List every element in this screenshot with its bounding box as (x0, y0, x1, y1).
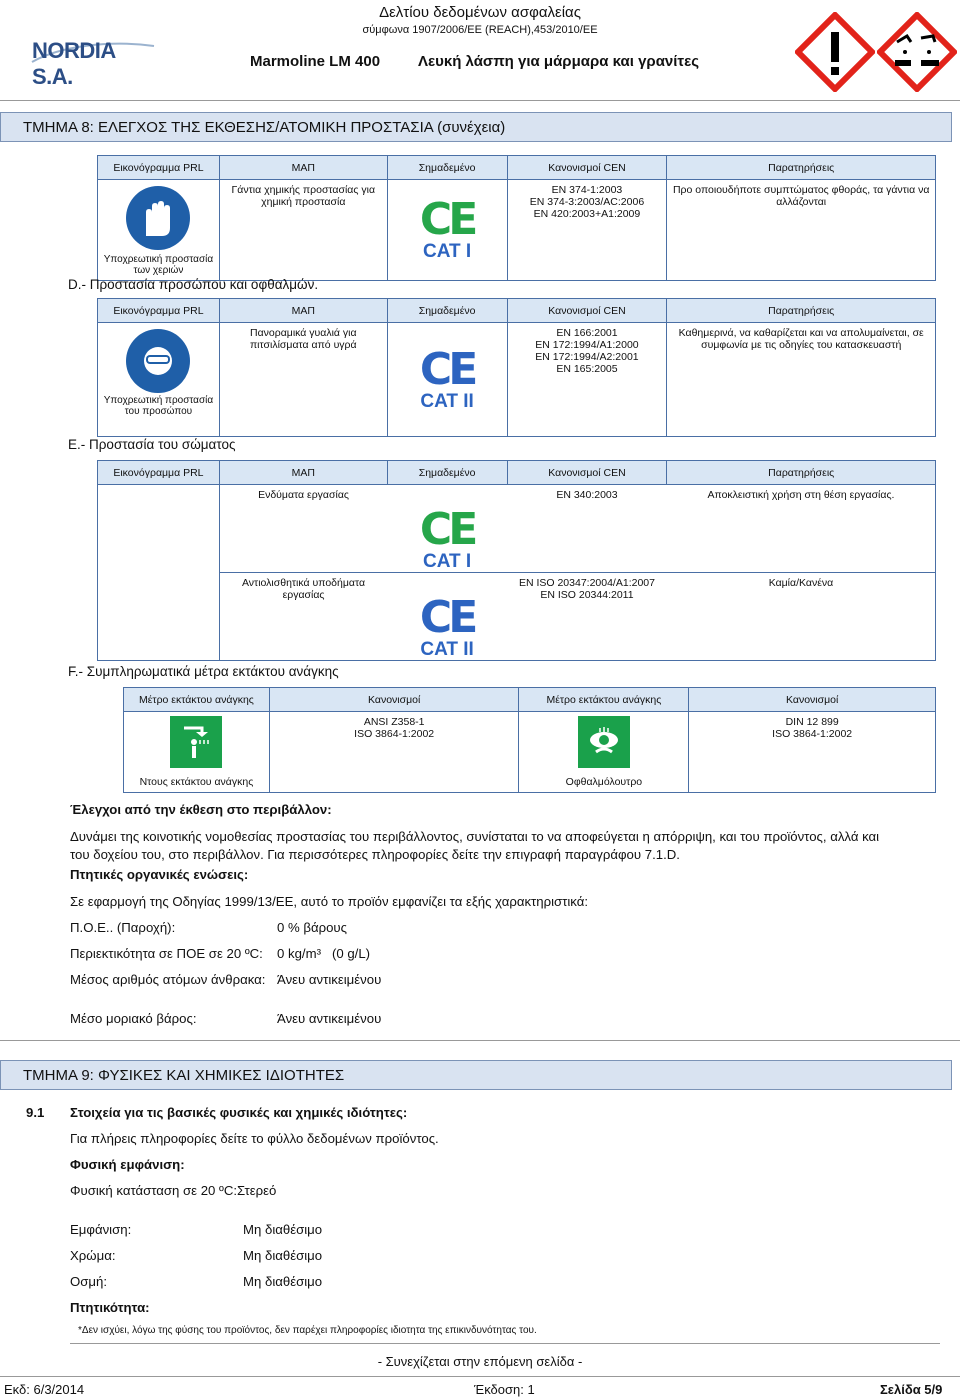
mw-value: Άνευ αντικειμένου (277, 1011, 382, 1026)
section9-subtitle: Στοιχεία για τις βασικές φυσικές και χημικές ιδιότητες: (70, 1105, 408, 1120)
hands-cen-1: EN 374-3:2003/AC:2006 (529, 196, 645, 208)
section9-info: Για πλήρεις πληροφορίες δείτε το φύλλο δεδομένων προϊόντος. (70, 1131, 439, 1146)
regulation: σύμφωνα 1907/2006/ΕΕ (REACH),453/2010/ΕΕ (362, 24, 598, 36)
section-d-title: D.- Προστασία προσώπου και οφθαλμών. (68, 277, 319, 292)
eyewash-label: Οφθαλμόλουτρο (565, 776, 643, 788)
body-cen-1-1: EN ISO 20344:2011 (540, 589, 634, 601)
ce-category: CAT II (420, 390, 474, 412)
section-f-title: F.- Συμπληρωματικά μέτρα εκτάκτου ανάγκης (68, 664, 339, 679)
col-notes: Παρατηρήσεις (667, 299, 936, 323)
body-cen-0: EN 340:2003 (507, 485, 667, 573)
ce-logo-icon: CE (419, 343, 475, 395)
hands-notes: Προ οποιουδήποτε συμπτώματος φθοράς, τα γάντια να αλλάζονται (667, 180, 936, 281)
edition: Έκδοση: 1 (474, 1382, 535, 1397)
hand-protection-table (97, 155, 936, 281)
voc-content-value: 0 kg/m³ (0 g/L) (277, 946, 371, 961)
col-ppe: ΜΑΠ (219, 156, 387, 180)
col-notes: Παρατηρήσεις (667, 156, 936, 180)
continues-note: - Συνεχίζεται στην επόμενη σελίδα - (377, 1354, 583, 1369)
prop-value-appearance: Μη διαθέσιμο (243, 1222, 323, 1237)
emergency-shower-icon (170, 716, 222, 768)
carbon-label: Μέσος αριθμός ατόμων άνθρακα: (70, 972, 266, 987)
prop-label-color: Χρώμα: (70, 1248, 116, 1263)
col-ppe: ΜΑΠ (219, 461, 387, 485)
ce-mark-cat1 (419, 504, 475, 572)
carbon-value: Άνευ αντικειμένου (277, 972, 382, 987)
ce-category: CAT II (420, 639, 474, 660)
col-measure: Μέτρο εκτάκτου ανάγκης (124, 688, 270, 712)
face-cen-2: EN 172:1994/A2:2001 (535, 351, 639, 363)
voc-supply-label: Π.Ο.Ε.. (Παροχή): (70, 920, 176, 935)
body-pictogram-empty (98, 485, 220, 661)
ce-logo-icon: CE (419, 592, 475, 643)
section9-num: 9.1 (26, 1105, 45, 1120)
product-name: Marmoline LM 400 (250, 53, 381, 70)
eyewash-reg-0: DIN 12 899 (785, 716, 839, 728)
env-text-1: Δυνάμει της κοινοτικής νομοθεσίας προστασίας του περιβάλλοντος, συνίσταται το να αποφεύγεται η απόρριψη, και του προϊόντος, αλλά και (70, 829, 880, 844)
doc-title: Δελτίου δεδομένων ασφαλείας (379, 4, 581, 21)
body-cen-1-0: EN ISO 20347:2004/A1:2007 (518, 577, 655, 589)
shower-reg-0: ANSI Z358-1 (363, 716, 425, 728)
face-cen-0: EN 166:2001 (556, 327, 618, 339)
eyewash-icon (578, 716, 630, 768)
voc-text: Σε εφαρμογή της Οδηγίας 1999/13/ΕΕ, αυτό το προϊόν εμφανίζει τα εξής χαρακτηριστικά: (70, 894, 589, 909)
body-ppe-0: Ενδύματα εργασίας (219, 485, 387, 573)
col-measure-2: Μέτρο εκτάκτου ανάγκης (519, 688, 689, 712)
appearance-title: Φυσική εμφάνιση: (70, 1157, 185, 1172)
section8-title: ΤΜΗΜΑ 8: ΕΛΕΓΧΟΣ ΤΗΣ ΕΚΘΕΣΗΣ/ΑΤΟΜΙΚΗ ΠΡΟΣΤΑΣΙΑ (συνέχεια) (0, 112, 952, 142)
prop-value-odor: Μη διαθέσιμο (243, 1274, 323, 1289)
body-notes-0: Αποκλειστική χρήση στη θέση εργασίας. (667, 485, 936, 573)
voc-supply-value: 0 % βάρους (277, 920, 348, 935)
face-ppe: Πανοραμικά γυαλιά για πιτσιλίσματα από υγρά (219, 323, 387, 437)
hands-cen-0: EN 374-1:2003 (551, 184, 623, 196)
col-notes: Παρατηρήσεις (667, 461, 936, 485)
hands-ppe: Γάντια χημικής προστασίας για χημική προστασία (219, 180, 387, 281)
prop-label-odor: Οσμή: (70, 1274, 107, 1289)
col-pictogram: Εικονόγραμμα PRL (98, 299, 220, 323)
prop-value-color: Μη διαθέσιμο (243, 1248, 323, 1263)
body-ppe-1: Αντιολισθητικά υποδήματα εργασίας (219, 573, 387, 661)
face-protection-table (97, 298, 936, 437)
voc-content-label: Περιεκτικότητα σε ΠΟΕ σε 20 ºC: (70, 946, 263, 961)
shower-reg-1: ISO 3864-1:2002 (354, 728, 435, 740)
col-cen: Κανονισμοί CEN (507, 156, 667, 180)
hands-cen-2: EN 420:2003+A1:2009 (533, 208, 641, 220)
col-regs-2: Κανονισμοί (689, 688, 936, 712)
ghs-corrosion-icon (877, 12, 957, 92)
body-notes-1: Καμία/Κανένα (667, 573, 936, 661)
face-shield-icon (126, 329, 190, 393)
volatility-title: Πτητικότητα: (70, 1300, 150, 1315)
gloves-icon (126, 186, 190, 250)
footnote: *Δεν ισχύει, λόγω της φύσης του προϊόντος, δεν παρέχει πληροφορίες ιδιοτητα της επικινδυνότητας του. (78, 1325, 537, 1336)
ce-mark-cat2 (419, 343, 475, 412)
physical-state: Φυσική κατάσταση σε 20 ºC:Στερεό (70, 1183, 277, 1198)
col-marked: Σημαδεμένο (387, 461, 507, 485)
col-marked: Σημαδεμένο (387, 156, 507, 180)
ce-logo-icon: CE (419, 504, 475, 555)
ce-mark-cat2 (419, 592, 475, 660)
eyewash-reg-1: ISO 3864-1:2002 (772, 728, 853, 740)
prop-label-appearance: Εμφάνιση: (70, 1222, 132, 1237)
issue-date: Εκδ: 6/3/2014 (4, 1382, 85, 1397)
ce-logo-icon: CE (419, 194, 475, 245)
emergency-table (123, 687, 936, 793)
ce-mark-cat1 (419, 194, 475, 262)
col-pictogram: Εικονόγραμμα PRL (98, 156, 220, 180)
company-name: NORDIA S.A. (32, 38, 115, 89)
section9-title: ΤΜΗΜΑ 9: ΦΥΣΙΚΕΣ ΚΑΙ ΧΗΜΙΚΕΣ ΙΔΙΟΤΗΤΕΣ (0, 1060, 952, 1090)
mw-label: Μέσο μοριακό βάρος: (70, 1011, 197, 1026)
voc-title: Πτητικές οργανικές ενώσεις: (70, 867, 249, 882)
col-marked: Σημαδεμένο (387, 299, 507, 323)
face-notes: Καθημερινά, να καθαρίζεται και να απολυμαίνεται, σε συμφωνία με τις οδηγίες του κατασκευαστή (667, 323, 936, 437)
ce-category: CAT I (423, 551, 472, 572)
col-ppe: ΜΑΠ (219, 299, 387, 323)
col-cen: Κανονισμοί CEN (507, 299, 667, 323)
ghs-exclamation-icon (795, 12, 875, 92)
col-regs: Κανονισμοί (269, 688, 519, 712)
env-title: Έλεγχοι από την έκθεση στο περιβάλλον: (70, 802, 332, 817)
env-text-2: του δοχείου του, στο περιβάλλον. Για περισσότερες πληροφορίες δείτε την επιγραφή παραγράφου 7.1.D. (70, 847, 680, 862)
hands-icon-label: Υποχρεωτική προστασία των χεριών (103, 254, 214, 276)
page-number: Σελίδα 5/9 (880, 1382, 943, 1397)
company-logo (30, 36, 155, 89)
product-desc: Λευκή λάσπη για μάρμαρα και γρανίτες (418, 53, 700, 70)
face-cen-3: EN 165:2005 (556, 363, 618, 375)
section-e-title: E.- Προστασία του σώματος (68, 437, 236, 452)
table-row (98, 573, 936, 661)
shower-label: Ντους εκτάκτου ανάγκης (139, 776, 254, 788)
col-cen: Κανονισμοί CEN (507, 461, 667, 485)
face-icon-label: Υποχρεωτική προστασία του προσώπου (103, 395, 214, 417)
body-protection-table (97, 460, 936, 661)
table-row (98, 485, 936, 573)
face-cen-1: EN 172:1994/A1:2000 (535, 339, 639, 351)
col-pictogram: Εικονόγραμμα PRL (98, 461, 220, 485)
ce-category: CAT I (422, 241, 472, 262)
